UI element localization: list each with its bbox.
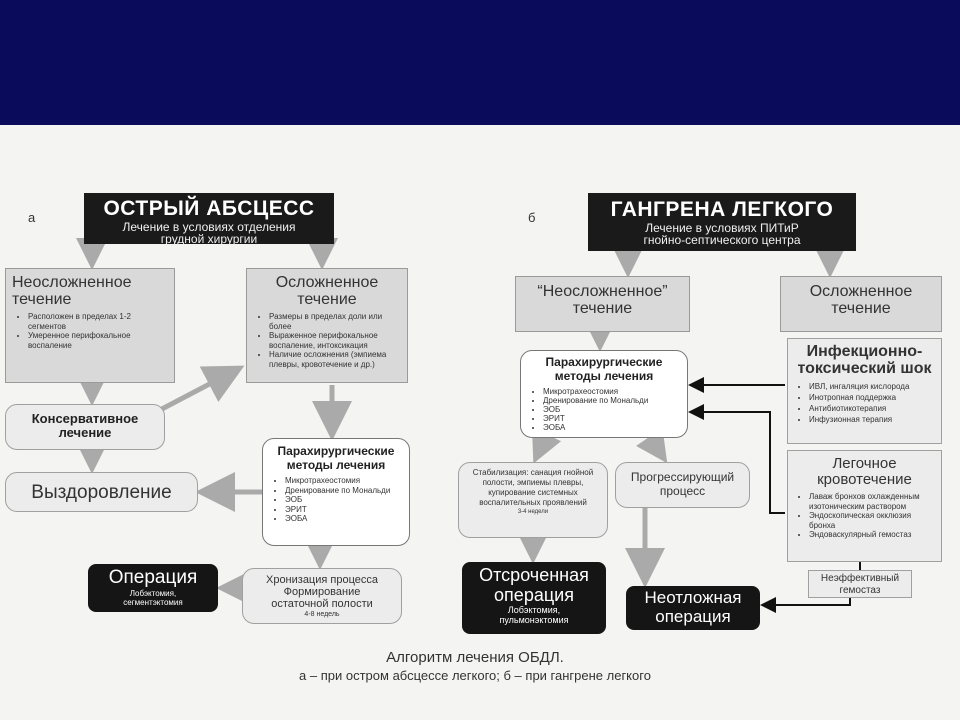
panel-a-subtitle-line-1: Лечение в условиях отделения bbox=[122, 220, 296, 234]
panel-b-progressing-box bbox=[615, 462, 750, 508]
list-item: • Инотропная поддержка bbox=[809, 392, 936, 403]
panel-b-urgent-title-1: Неотложная bbox=[644, 588, 742, 607]
panel-b-stabilization-text: Стабилизация: санация гнойной полости, эмпиемы плевры, купирование системных воспалительных проявлений bbox=[472, 468, 594, 507]
panel-b-progressing-line-2: процесс bbox=[659, 484, 706, 498]
list-item: • Лаваж бронхов охлажденным изотоническим раствором bbox=[809, 492, 936, 511]
panel-a-chronization-note: 4-8 недель bbox=[304, 611, 340, 618]
list-item: • Эндоваскулярный гемостаз bbox=[809, 530, 936, 540]
panel-a-complicated-header-1: Осложненное bbox=[275, 274, 379, 291]
arrow-b-parasurgical-to-stabilization bbox=[535, 438, 545, 460]
list-item: • Расположен в пределах 1-2 сегментов bbox=[28, 312, 168, 331]
panel-b-shock-list bbox=[793, 381, 936, 425]
panel-a-operation-title: Операция bbox=[108, 567, 198, 588]
panel-b-title-box bbox=[588, 193, 856, 251]
panel-b-complicated-box bbox=[780, 276, 942, 332]
panel-a-chronization-line-3: остаточной полости bbox=[271, 598, 373, 610]
panel-b-parasurgical-list bbox=[527, 387, 681, 432]
panel-b-delayed-sub-1: Лобэктомия, bbox=[507, 605, 561, 615]
panel-a-uncomplicated-header-1: Неосложненное bbox=[12, 274, 132, 291]
figure-caption-title: Алгоритм лечения ОБДЛ. bbox=[386, 649, 564, 666]
panel-b-shock-header-2: токсический шок bbox=[797, 360, 932, 377]
figure-caption bbox=[250, 648, 700, 684]
panel-b-letter: б bbox=[528, 210, 536, 225]
list-item: • Микротрахеостомия bbox=[543, 387, 681, 396]
panel-b-stabilization-box bbox=[458, 462, 608, 538]
list-item: • ЭОБА bbox=[543, 423, 681, 432]
panel-a-uncomplicated-box bbox=[5, 268, 175, 383]
panel-b-complicated-header-1: Осложненное bbox=[809, 283, 913, 300]
panel-b-delayed-sub-2: пульмонэктомия bbox=[499, 615, 569, 625]
panel-a-conservative-line-1: Консервативное bbox=[31, 411, 139, 426]
list-item: • ИВЛ, ингаляция кислорода bbox=[809, 381, 936, 392]
panel-a-parasurgical-list bbox=[269, 476, 403, 524]
panel-b-ineffective-line-2: гемостаз bbox=[839, 585, 881, 596]
panel-b-urgent-title-2: операция bbox=[655, 607, 731, 626]
list-item: • ЭОБА bbox=[285, 514, 403, 524]
panel-b-parasurgical-box bbox=[520, 350, 688, 438]
panel-b-progressing-line-1: Прогрессирующий bbox=[630, 470, 735, 484]
arrow-b-ineffective-to-urgent bbox=[762, 598, 850, 605]
panel-a-parasurgical-box bbox=[262, 438, 410, 546]
panel-b-delayed-title-1: Отсроченная bbox=[479, 565, 589, 585]
panel-a-operation-sub-2: сегментэктомия bbox=[123, 598, 183, 607]
panel-b-shock-header-1: Инфекционно- bbox=[806, 343, 923, 360]
list-item: • ЭОБ bbox=[285, 495, 403, 505]
panel-b-subtitle-line-2: гнойно-септического центра bbox=[643, 233, 801, 247]
panel-b-uncomplicated-header-2: течение bbox=[572, 300, 633, 317]
list-item: • ЭРИТ bbox=[285, 505, 403, 515]
panel-a-parasurgical-header-2: методы лечения bbox=[286, 458, 386, 472]
panel-b-ineffective-line-1: Неэффективный bbox=[820, 573, 900, 584]
panel-a-recovery: Выздоровление bbox=[31, 482, 172, 503]
panel-a-chronization-line-2: Формирование bbox=[283, 586, 361, 598]
panel-b-parasurgical-header-2: методы лечения bbox=[554, 369, 654, 383]
panel-a-recovery-box bbox=[5, 472, 198, 512]
list-item: • Выраженное перифокальное воспаление, интоксикация bbox=[269, 331, 401, 350]
panel-b-bleeding-list bbox=[793, 492, 936, 540]
list-item: • Наличие осложнения (эмпиема плевры, кровотечение и др.) bbox=[269, 350, 401, 369]
panel-a-title-box bbox=[84, 193, 334, 244]
panel-a-complicated-header-2: течение bbox=[297, 291, 357, 308]
list-item: • Размеры в пределах доли или более bbox=[269, 312, 401, 331]
panel-b-bleeding-header-2: кровотечение bbox=[817, 471, 912, 488]
panel-b-bleeding-box bbox=[787, 450, 942, 562]
panel-b-uncomplicated-box bbox=[515, 276, 690, 332]
panel-b-stabilization-note: 3-4 недели bbox=[517, 509, 549, 515]
list-item: • Микротрахеостомия bbox=[285, 476, 403, 486]
panel-a-conservative-box bbox=[5, 404, 165, 450]
list-item: • Умеренное перифокальное воспаление bbox=[28, 331, 168, 350]
panel-a-parasurgical-header-1: Парахирургические bbox=[277, 444, 395, 458]
panel-b-bleeding-header-1: Легочное bbox=[832, 455, 897, 472]
panel-b-complicated-header-2: течение bbox=[831, 300, 891, 317]
panel-b-subtitle-line-1: Лечение в условиях ПИТиР bbox=[645, 221, 799, 235]
panel-b-urgent-operation-box bbox=[626, 586, 760, 630]
list-item: • Дренирование по Мональди bbox=[285, 486, 403, 496]
panel-a-uncomplicated-list bbox=[12, 312, 168, 350]
list-item: • ЭОБ bbox=[543, 405, 681, 414]
panel-a-operation-box bbox=[88, 564, 218, 612]
panel-b-delayed-operation-box bbox=[462, 562, 606, 634]
list-item: • Эндоскопическая окклюзия бронха bbox=[809, 511, 936, 530]
list-item: • ЭРИТ bbox=[543, 414, 681, 423]
panel-a-uncomplicated-header-2: течение bbox=[12, 291, 72, 308]
panel-b-shock-box bbox=[787, 338, 942, 444]
panel-b-delayed-title-2: операция bbox=[494, 585, 574, 605]
arrow-b-parasurgical-to-progressing bbox=[650, 438, 665, 460]
panel-a-chronization-box bbox=[242, 568, 402, 624]
panel-a-chronization-line-1: Хронизация процесса bbox=[265, 574, 378, 586]
panel-b-uncomplicated-header-1: “Неосложненное” bbox=[537, 283, 668, 300]
panel-a-title: ОСТРЫЙ АБСЦЕСС bbox=[103, 197, 315, 220]
list-item: • Антибиотикотерапия bbox=[809, 403, 936, 414]
panel-a-letter: а bbox=[28, 210, 36, 225]
figure-caption-legend: а – при остром абсцессе легкого; б – при гангрене легкого bbox=[299, 668, 651, 683]
list-item: • Инфузионная терапия bbox=[809, 414, 936, 425]
panel-b-title: ГАНГРЕНА ЛЕГКОГО bbox=[610, 198, 834, 221]
list-item: • Дренирование по Мональди bbox=[543, 396, 681, 405]
panel-a-conservative-line-2: лечение bbox=[58, 425, 112, 440]
panel-b-parasurgical-header-1: Парахирургические bbox=[545, 355, 663, 369]
panel-a-complicated-box bbox=[246, 268, 408, 383]
panel-a-subtitle-line-2: грудной хирургии bbox=[160, 232, 258, 246]
panel-b-ineffective-box bbox=[808, 570, 912, 598]
panel-a-operation-sub-1: Лобэктомия, bbox=[129, 589, 177, 598]
panel-a-complicated-list bbox=[253, 312, 401, 369]
